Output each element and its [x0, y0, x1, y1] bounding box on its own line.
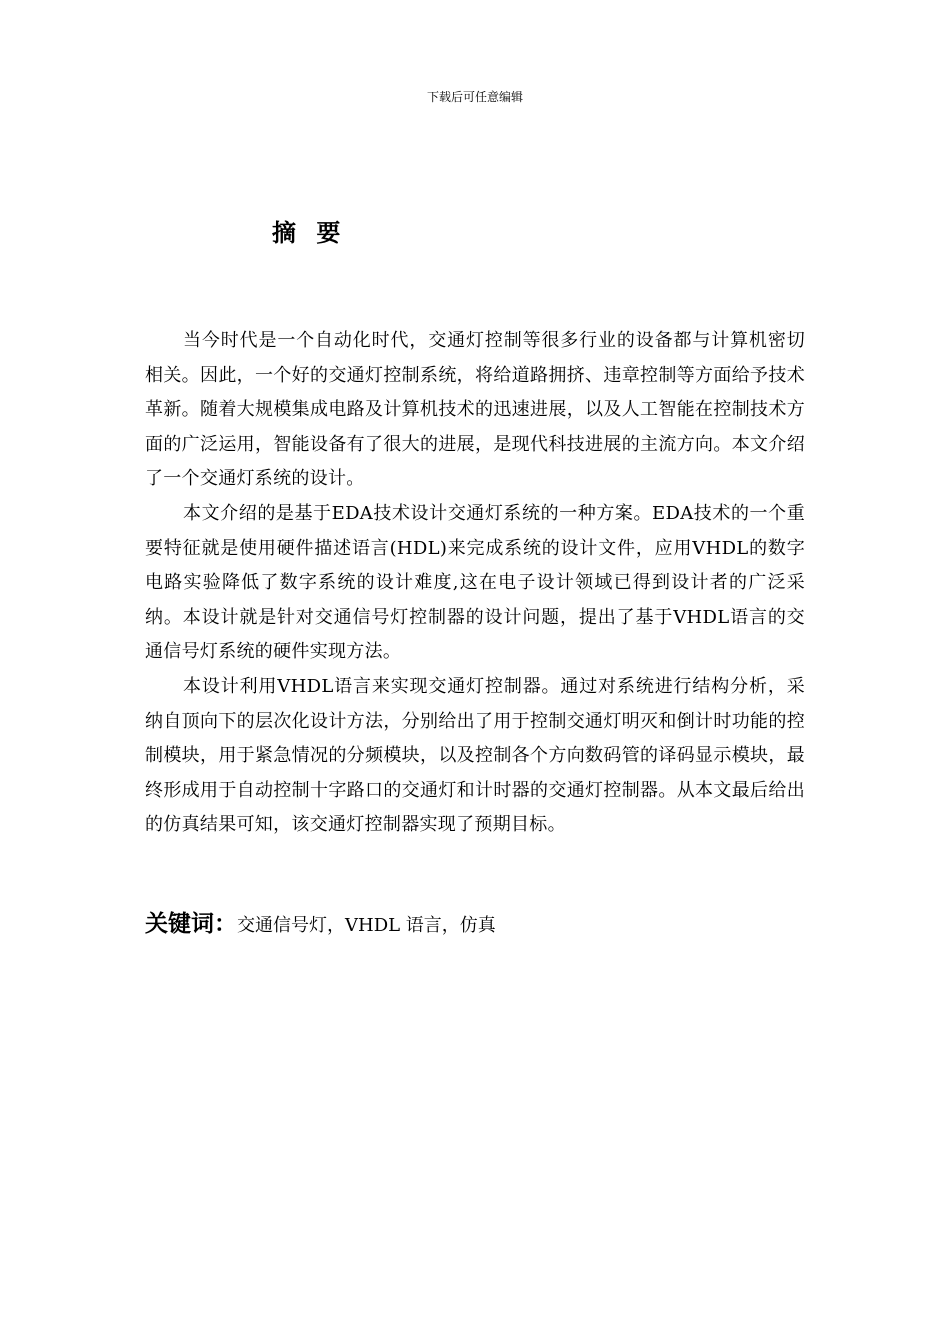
abstract-paragraph-1: 当今时代是一个自动化时代，交通灯控制等很多行业的设备都与计算机密切相关。因此，一个好的交通灯控制系统，将给道路拥挤、违章控制等方面给予技术革新。随着大规模集成电路及计算机技术的迅速进展，以及人工智能在控制技术方面的广泛运用，智能设备有了很大的进展，是现代科技进展的主流方向。本文介绍了一个交通灯系统的设计。 [145, 330, 805, 490]
keywords-text: 交通信号灯，VHDL 语言，仿真 [237, 915, 496, 936]
abstract-paragraph-2: 本文介绍的是基于EDA技术设计交通灯系统的一种方案。EDA技术的一个重要特征就是使用硬件描述语言(HDL)来完成系统的设计文件，应用VHDL的数字电路实验降低了数字系统的设计难度,这在电子设计领域已得到设计者的广泛采纳。本设计就是针对交通信号灯控制器的设计问题，提出了基于VHDL语言的交通信号灯系统的硬件实现方法。 [145, 502, 805, 663]
keywords-line [145, 906, 805, 944]
header-note: 下载后可任意编辑 [426, 90, 523, 104]
keywords-label: 关键词： [145, 911, 237, 937]
abstract-body [145, 324, 805, 843]
abstract-title: 摘 要 [272, 219, 347, 247]
abstract-paragraph-3: 本设计利用VHDL语言来实现交通灯控制器。通过对系统进行结构分析，采纳自顶向下的层次化设计方法，分别给出了用于控制交通灯明灭和倒计时功能的控制模块，用于紧急情况的分频模块，以及控制各个方向数码管的译码显示模块，最终形成用于自动控制十字路口的交通灯和计时器的交通灯控制器。从本文最后给出的仿真结果可知，该交通灯控制器实现了预期目标。 [145, 675, 805, 836]
